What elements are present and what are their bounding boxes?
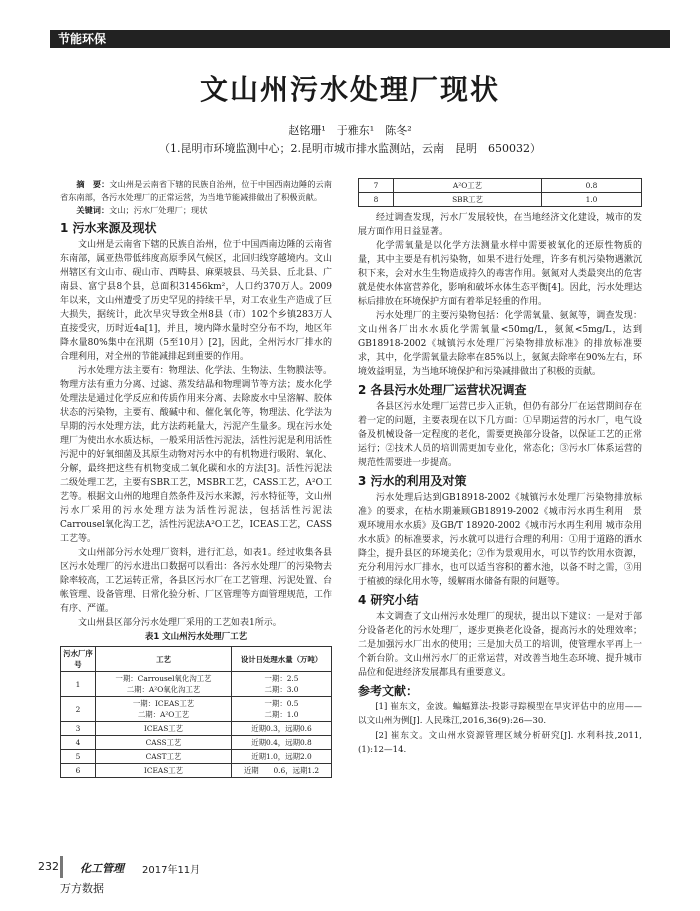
heading-section-3: 3 污水的利用及对策 (358, 474, 467, 488)
table-cell: 近期 0.6，远期1.2 (232, 764, 332, 778)
heading-section-2: 2 各县污水处理厂运营状况调查 (358, 383, 527, 397)
keywords (60, 204, 332, 217)
table-cell: CASS工艺 (96, 736, 232, 750)
table-cell: A²O工艺 (394, 179, 542, 193)
table-cell-line: 二期：A²O氧化沟工艺 (126, 685, 201, 694)
heading-section-4: 4 研究小结 (358, 593, 419, 607)
paragraph: 文山州县区部分污水处理厂采用的工艺如表1所示。 (78, 618, 282, 628)
paragraph: 污水处理厂的主要污染物包括：化学需氧量、氨氮等，调查发现：文山州各厂出水水质化学需氧量<50mg/L，氨氮<5mg/L，达到GB18918-2002《城镇污水处理厂污染物排放标准》的排放标准要求，其中，化学需氧量去除率在85%以上，氨氮去除率在90%左右，环境效益明显，为当地环境保护和污染减排做出了积极的贡献。 (358, 311, 642, 377)
left-column (60, 178, 332, 778)
table-row (61, 697, 332, 722)
abstract (60, 178, 332, 204)
abstract-label: 摘 要： (76, 179, 110, 189)
paragraph: 化学需氧量是以化学方法测量水样中需要被氧化的还原性物质的量，其中主要是有机污染物，如果不进行处理，许多有机污染物遇漱沉积下来，会对水生生物造成持久的毒害作用。氨氮对人类最突出的危害就是使水体富营养化，影响和破坏水体生态平衡[4]。因此，污水处理达标后排放在环境保护方面有着举足轻重的作用。 (358, 241, 642, 307)
table-cell: 5 (61, 750, 96, 764)
table-cell (96, 697, 232, 722)
heading-section-1: 1 污水来源及现状 (60, 221, 157, 235)
abstract-text: 文山州是云南省下辖的民族自治州，位于中国西南边陲的云南省东南部，各污水处理厂的正常运营，为当地节能减排做出了积极贡献。 (60, 179, 332, 202)
journal-issue: 2017年11月 (142, 865, 201, 876)
paragraph: 各县区污水处理厂运营已步入正轨，但仍有部分厂在运营期间存在着一定的问题，主要表现在以下几方面：①早期运营的污水厂，电气设备及机械设备一定程度的老化，需要更换部分设备，以保证工艺的正常运行；②技术人员的培训需更加专业化，常态化；③污水厂体系运营的规范性需要进一步提高。 (358, 402, 642, 468)
table-cell: 1 (61, 672, 96, 697)
table-cell-line: 二期：1.0 (264, 710, 299, 719)
table-cell: 近期0.3，远期0.6 (232, 722, 332, 736)
table-row (61, 750, 332, 764)
table-caption: 表1 文山州污水处理厂工艺 (144, 632, 248, 642)
table-cell: 2 (61, 697, 96, 722)
reference-item: [1] 崔东文，金波。蝙蝠算法-投影寻踪模型在旱灾评估中的应用——以文山州为例[J]. 人民珠江,2016,36(9):26—30. (358, 702, 642, 726)
paragraph: 经过调查发现，污水厂发展较快，在当地经济文化建设，城市的发展方面作用日益显著。 (358, 213, 642, 237)
table-cell: CAST工艺 (96, 750, 232, 764)
table-header-cell: 工艺 (96, 647, 232, 672)
table-cell: 8 (359, 193, 394, 207)
table-row (61, 764, 332, 778)
table-cell (232, 672, 332, 697)
table-cell: 0.8 (542, 179, 642, 193)
paragraph: 文山州是云南省下辖的民族自治州，位于中国西南边陲的云南省东南部，属亚热带低纬度高原季风气候区，北回归线穿越境内。文山州辖区有文山市、砚山市、西畴县、麻栗坡县、马关县、丘北县、广南县、富宁县8个县，总面积31456km²，人口约370万人。2009年以来，文山州遭受了历史罕见的持续干旱，对工农业生产造成了巨大损失，据统计，此次旱灾导致全州8县（市）102个乡镇283万人直接受灾，历时近4a[1]，并且，境内降水量时空分布不均，地区年降水量80%集中在汛期（5至10月）[2]，因此，全州污水厂排水的合理利用，对全州的节能减排起到重要的作用。 (60, 240, 332, 362)
paper-affiliation: （1.昆明市环境监测中心；2.昆明市城市排水监测站，云南 昆明 650032） (159, 142, 541, 155)
footer-divider (60, 856, 63, 878)
table-cell: 近期1.0，远期2.0 (232, 750, 332, 764)
table-row (61, 722, 332, 736)
journal-name: 化工管理 (80, 862, 124, 875)
table-header-cell: 污水厂序号 (61, 647, 96, 672)
process-table (60, 646, 332, 778)
table-cell-line: 一期：Carrousel氧化沟工艺 (115, 674, 212, 683)
section-tag: 节能环保 (58, 32, 107, 46)
right-column (358, 178, 642, 758)
paragraph: 本文调查了文山州污水处理厂的现状，提出以下建议：一是对于部分设备老化的污水处理厂，逐步更换老化设备，提高污水的处理效率；二是加强污水厂出水的使用；三是加大员工的培训，使管理水平再上一个新台阶。文山州污水厂的正常运营，对改善当地生态环境、提升城市品位和促进经济发展都具有重要意义。 (358, 612, 642, 678)
table-row (359, 193, 642, 207)
table-cell: 7 (359, 179, 394, 193)
table-cell: 3 (61, 722, 96, 736)
table-header-cell: 设计日处理水量（万吨） (232, 647, 332, 672)
table-cell (96, 672, 232, 697)
table-cell: SBR工艺 (394, 193, 542, 207)
keywords-text: 文山；污水厂处理厂；现状 (109, 205, 208, 215)
paragraph: 污水处理后达到GB18918-2002《城镇污水处理厂污染物排放标准》的要求，在枯水期兼顾GB18919-2002《城市污水再生利用 景观环境用水水质》及GB/T 18920-2002《城市污水再生利用 城市杂用水水质》的标准要求，污水就可以进行合理的利用：①用于道路的洒水降尘，提升县区的环境美化；②作为景观用水，可以节约饮用水资源，充分利用污水厂排水，也可以适当容积的蓄水池，以备不时之需，③用于植被的绿化用水等，缓解雨水储备有限的问题等。 (358, 493, 642, 587)
table-cell: 6 (61, 764, 96, 778)
paper-title: 文山州污水处理厂现状 (199, 73, 500, 106)
process-table-continued (358, 178, 642, 207)
paragraph: 文山州部分污水处理厂资料，进行汇总，如表1。经过收集各县区污水处理厂的污水进出口数据可以看出：各污水处理厂的污染物去除率较高，工艺运转正常，各县区污水厂在工艺管理、污泥处置、台帐管理、设备管理、日常化验分析、厂区管理等方面管理规范，工作有序、严谨。 (60, 548, 332, 614)
table-row (61, 672, 332, 697)
table-cell-line: 一期：0.5 (264, 699, 299, 708)
section-header-bar (50, 30, 670, 48)
paper-authors: 赵铭珊¹ 于雅东¹ 陈冬² (288, 124, 412, 137)
table-cell-line: 二期：A²O工艺 (137, 710, 190, 719)
references-title: 参考文献： (358, 684, 419, 698)
table-row (359, 179, 642, 193)
table-header-row (61, 647, 332, 672)
table-cell-line: 二期：3.0 (264, 685, 299, 694)
reference-item: [2] 崔东文。文山州水资源管理区域分析研究[J]. 水利科技,2011,(1):12—14. (358, 731, 642, 755)
table-cell-line: 一期：2.5 (264, 674, 299, 683)
table-cell: 近期0.4，远期0.8 (232, 736, 332, 750)
table-cell: 1.0 (542, 193, 642, 207)
paragraph: 污水处理方法主要有：物理法、化学法、生物法、生物膜法等。物理方法有重力分离、过滤、蒸发结晶和物理调节等方法；废水化学处理法是通过化学反应和传质作用来分离、去除废水中呈溶解、胶体状态的污染物，主要有、酸碱中和、催化氧化等，物理法、化学法为早期的污水处理方法，此方法药耗量大，污泥产生量多。现在污水处理厂为使出水水质达标，一般采用活性污泥法，活性污泥是利用活性污泥中的好氧细菌及其原生动物对污水中的有机物进行吸附、氧化、分解，最终把这些有机物变成二氧化碳和水的方法[3]。活性污泥法二级处理工艺，主要有SBR工艺，MSBR工艺，CASS工艺，A²O工艺等。根据文山州的地理自然条件及污水来源，污水特征等，文山州污水厂采用的污水处理方法为活性污泥法，包括活性污泥法Carrousel氧化沟工艺，活性污泥法A²O工艺，ICEAS工艺，CASS工艺等。 (60, 366, 332, 544)
table-cell: 4 (61, 736, 96, 750)
keywords-label: 关键词： (76, 205, 110, 215)
database-watermark: 万方数据 (60, 882, 104, 895)
table-cell (232, 697, 332, 722)
table-cell: ICEAS工艺 (96, 764, 232, 778)
table-row (61, 736, 332, 750)
table-cell: ICEAS工艺 (96, 722, 232, 736)
page-number: 232 (38, 860, 59, 873)
table-cell-line: 一期：ICEAS工艺 (132, 699, 195, 708)
